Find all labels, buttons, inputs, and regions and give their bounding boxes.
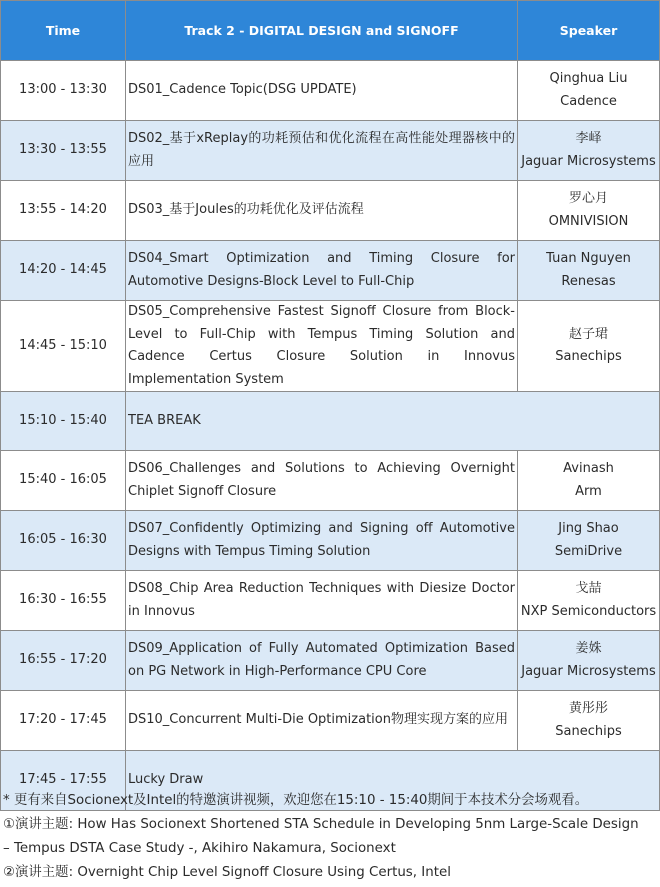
speaker-org: Renesas [561,273,616,289]
table-header-row [1,1,660,61]
speaker-name: 戈喆 [575,581,602,596]
speaker-name: Tuan Nguyen [546,251,631,266]
session-speaker [518,301,660,392]
footnote-line: * 更有来自Socionext及Intel的特邀演讲视频，欢迎您在15:10 - 15:40期间于本技术分会场观看。 [3,793,589,808]
session-speaker [518,181,660,241]
session-topic: DS07_Confidently Optimizing and Signing off Automotive Designs with Tempus Timing Solution [126,511,518,571]
session-speaker [518,121,660,181]
table-row [1,241,660,301]
speaker-org: NXP Semiconductors [520,603,657,619]
speaker-name: 罗心月 [568,191,608,206]
session-time: 13:55 - 14:20 [1,181,126,241]
session-speaker [518,631,660,691]
footnote-line: ②演讲主题: Overnight Chip Level Signoff Closure Using Certus, Intel [3,865,451,880]
session-time: 16:55 - 17:20 [1,631,126,691]
table-row [1,61,660,121]
table-row [1,301,660,392]
table-row-break [1,392,660,451]
footnote-line: ①演讲主题: How Has Socionext Shortened STA Schedule in Developing 5nm Large-Scale Design [3,817,639,832]
session-time: 16:30 - 16:55 [1,571,126,631]
speaker-org: Sanechips [555,349,622,364]
footnotes [3,789,659,885]
speaker-org: OMNIVISION [548,213,629,229]
header-track: Track 2 - DIGITAL DESIGN and SIGNOFF [126,1,518,61]
session-topic: DS06_Challenges and Solutions to Achieving Overnight Chiplet Signoff Closure [126,451,518,511]
header-time: Time [1,1,126,61]
session-topic: DS09_Application of Fully Automated Optimization Based on PG Network in High-Performance CPU Core [126,631,518,691]
session-time: 13:30 - 13:55 [1,121,126,181]
header-speaker: Speaker [518,1,660,61]
session-topic: DS04_Smart Optimization and Timing Closure for Automotive Designs-Block Level to Full-Chip [126,241,518,301]
session-time: 14:20 - 14:45 [1,241,126,301]
session-topic: DS08_Chip Area Reduction Techniques with Diesize Doctor in Innovus [126,571,518,631]
session-topic: DS10_Concurrent Multi-Die Optimization物理实现方案的应用 [126,691,518,751]
speaker-org: SemiDrive [554,543,623,559]
session-topic: DS05_Comprehensive Fastest Signoff Closure from Block-Level to Full-Chip with Tempus Timing Solution and Cadence Certus Closure Solution in Innovus Implementation System [126,301,518,392]
session-speaker [518,241,660,301]
session-topic: DS01_Cadence Topic(DSG UPDATE) [126,61,518,121]
table-row [1,691,660,751]
session-time: 15:10 - 15:40 [1,392,126,451]
session-topic: TEA BREAK [126,392,660,451]
session-time: 13:00 - 13:30 [1,61,126,121]
table-row [1,631,660,691]
speaker-name: 赵子珺 [568,326,608,342]
session-speaker [518,61,660,121]
session-time: 17:45 - 17:55 [1,751,126,811]
session-time: 14:45 - 15:10 [1,301,126,392]
table-row [1,451,660,511]
session-speaker [518,511,660,571]
session-time: 17:20 - 17:45 [1,691,126,751]
session-topic: DS03_基于Joules的功耗优化及评估流程 [126,181,518,241]
session-speaker [518,451,660,511]
speaker-org: Jaguar Microsystems [521,663,656,679]
footnote-line: – Tempus DSTA Case Study -, Akihiro Nakamura, Socionext [3,841,396,856]
session-time: 16:05 - 16:30 [1,511,126,571]
speaker-name: 黄彤彤 [568,701,608,716]
speaker-name: Avinash [563,461,614,476]
speaker-org: Cadence [560,93,617,109]
table-row [1,181,660,241]
speaker-org: Arm [575,483,602,499]
speaker-name: 姜姝 [575,641,602,656]
speaker-name: Qinghua Liu [549,71,628,86]
speaker-org: Sanechips [555,723,622,739]
table-row [1,121,660,181]
session-time: 15:40 - 16:05 [1,451,126,511]
session-speaker [518,691,660,751]
speaker-org: Jaguar Microsystems [521,153,656,169]
table-row [1,571,660,631]
session-topic: DS02_基于xReplay的功耗预估和优化流程在高性能处理器核中的应用 [126,121,518,181]
speaker-name: Jing Shao [558,521,619,536]
table-row [1,511,660,571]
session-topic: Lucky Draw [126,751,660,811]
session-speaker [518,571,660,631]
speaker-name: 李峄 [575,131,602,146]
